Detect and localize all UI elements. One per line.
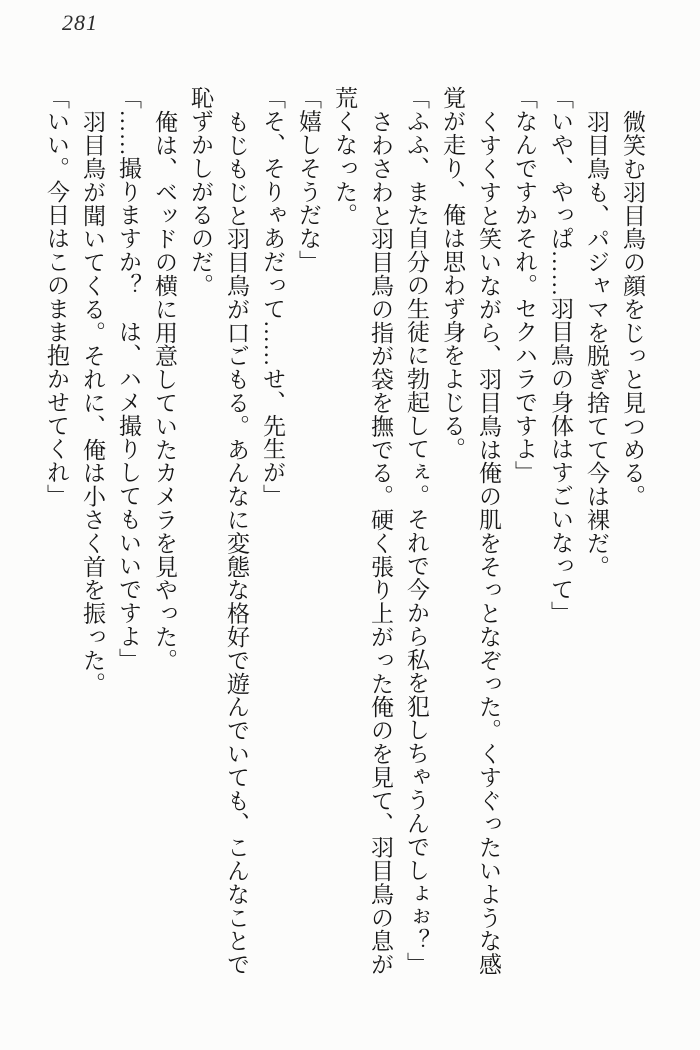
text-line: もじもじと羽目鳥が口ごもる。あんなに変態な格好で遊んでいても、こんなことで (224, 110, 249, 976)
text-line: 「いい。今日はこのまま抱かせてくれ」 (44, 86, 69, 508)
text-line: 「嬉しそうだな」 (296, 86, 321, 274)
text-line: 「いや、やっぱ……羽目鳥の身体はすごいなって」 (548, 86, 573, 625)
text-line: 羽目鳥も、パジャマを脱ぎ捨てて今は裸だ。 (584, 110, 609, 578)
text-line: 恥ずかしがるのだ。 (188, 86, 213, 297)
text-line: 「……撮りますか？ は、ハメ撮りしてもいいですよ」 (116, 86, 141, 671)
text-line: くすくすと笑いながら、羽目鳥は俺の肌をそっとなぞった。くすぐったいような感 (476, 110, 501, 976)
text-line: 「なんですかそれ。セクハラですよ」 (512, 86, 537, 484)
text-line: さわさわと羽目鳥の指が袋を撫でる。硬く張り上がった俺のを見て、羽目鳥の息が (368, 110, 393, 976)
text-line: 微笑む羽目鳥の顔をじっと見つめる。 (620, 110, 645, 508)
text-line: 俺は、ベッドの横に用意していたカメラを見やった。 (152, 110, 177, 672)
text-line: 羽目鳥が聞いてくる。それに、俺は小さく首を振った。 (80, 110, 105, 695)
vertical-text-block (38, 86, 650, 980)
text-line: 「そ、そりゃあだって……せ、先生が」 (260, 86, 285, 508)
text-line: 荒くなった。 (332, 86, 357, 227)
text-line: 「ふふ、また自分の生徒に勃起してぇ。それで今から私を犯しちゃうんでしょぉ？」 (404, 86, 429, 976)
text-line: 覚が走り、俺は思わず身をよじる。 (440, 86, 465, 461)
page-number: 281 (62, 10, 98, 35)
